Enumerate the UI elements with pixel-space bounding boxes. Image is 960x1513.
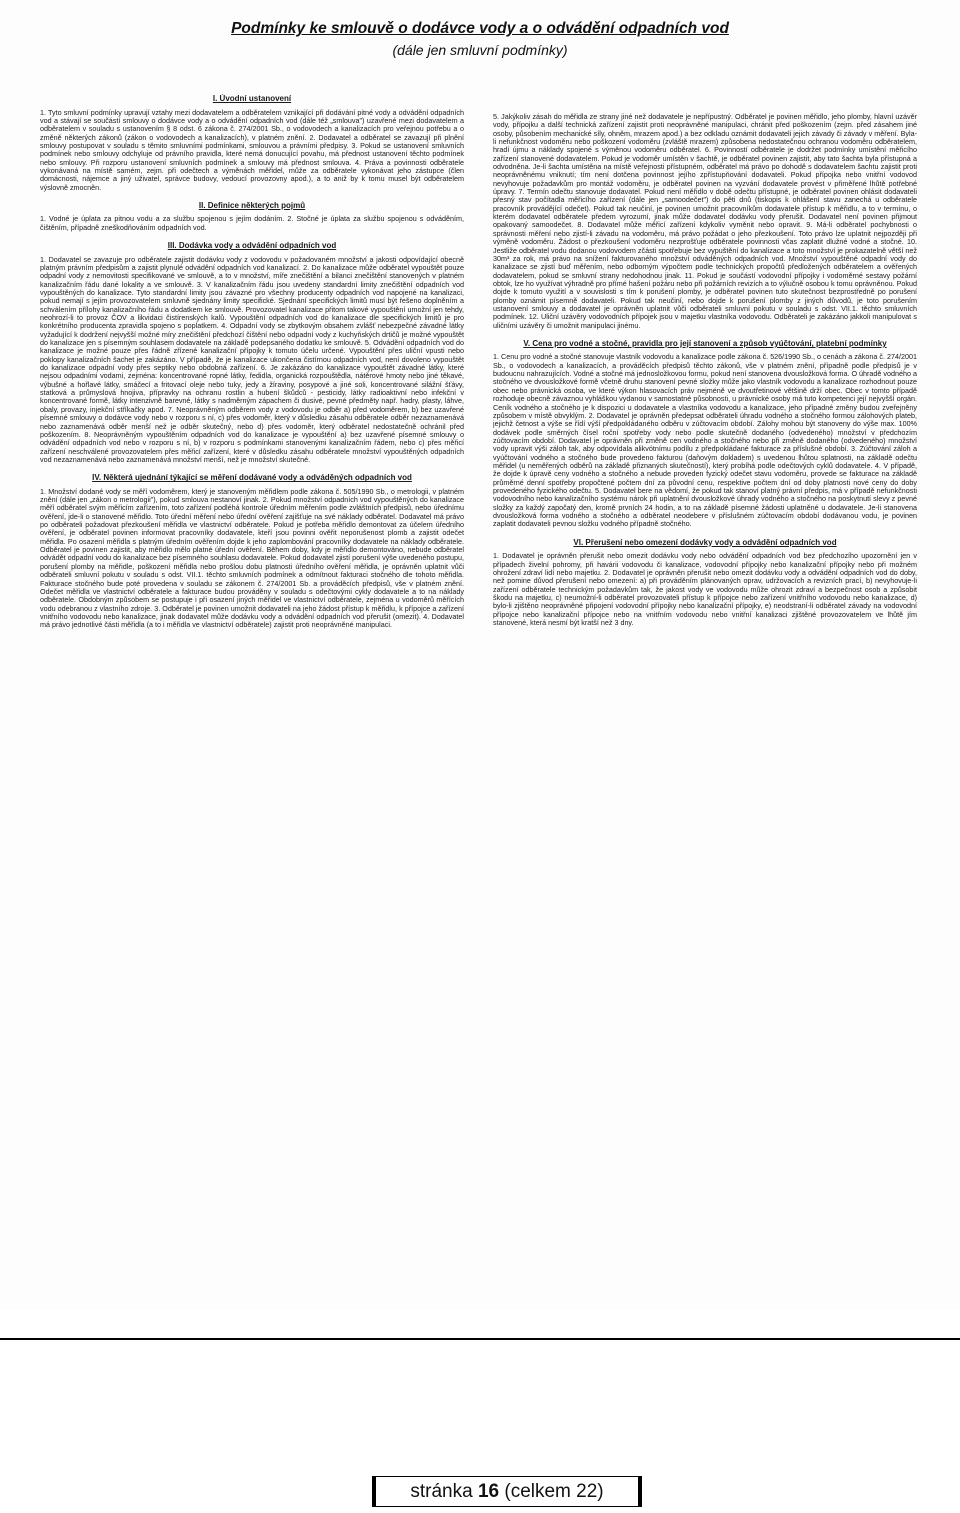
page-number: 16 — [477, 1481, 500, 1502]
page-indicator — [372, 1476, 642, 1507]
section-heading-1: I. Úvodní ustanovení — [212, 94, 292, 103]
page-divider — [0, 1338, 960, 1340]
section-text-4-continued: 5. Jakýkoliv zásah do měřidla ze strany jiné než dodavatele je nepřípustný. Odběratel je povinen měřidlo, jeho plomby, hlavní uzávěr vody, přípojku a další technická zařízení zajistit proti neoprávněné manipulaci, chránit před poškozením (zejm. před zásahem jiné osoby, působením mechanické síly, ohněm, mrazem apod.) a bez odkladu oznámit dodavateli jejich závady či závady v měření. Byla-li nefunkčnost vodoměru nebo poškození vodoměru (zvláště mrazem) způsobena nedostatečnou ochranou vodoměru odběratelem, hradí újmu a náklady spojené s výměnou vodoměru odběratel. 6. Povinností odběratele je dodržet podmínky umístění měřicího zařízení stanovené dodavatelem. Pokud je vodoměr umístěn v šachtě, je odběratel povinen zajistit, aby tato šachta byla přístupná a odvodněna. Je-li šachta umístěna na místě veřejnosti přístupném, odběratel má právo po dohodě s dodavatelem šachtu zajistit proti neoprávněnému vniknutí; tím není dotčena povinnost jejího zpřístupňování dodavateli. Pokud přípojka nebo vnitřní vodovod nevyhovuje požadavkům pro montáž vodoměru, je odběratel povinen na vyzvání dodavatele provést v přiměřené lhůtě potřebné úpravy. 7. Termín odečtu stanovuje dodavatel. Pokud není měřidlo v době odečtu přístupné, je odběratel povinen ohlásit dodavateli přesný stav počítadla měřicího zařízení (dále jen „samoodečet") do pěti dnů (tiskopis k ohlášení stavu zanechá u odběratele pracovník provádějící odečet). Pokud tak neučiní, je povinen umožnit pracovníkům dodavatele přístup k měřidlu, a to v termínu, o kterém dodavatel odběratele předem vyrozumí, jinak může dodavatel dodávku vody přerušit. Dodavatel není povinen přijmout opakovaný samoodečet. 8. Dodavatel může měřicí zařízení kdykoliv vyměnit nebo opravit. 9. Má-li odběratel pochybnosti o správnosti měření nebo zjistí-li závadu na vodoměru, má právo požádat o jeho přezkoušení. Toto právo lze uplatnit nejpozději při výměně vodoměru. Žádost o přezkoušení vodoměru nezprošťuje odběratele povinnosti včas zaplatit dlužné vodné a stočné. 10. Jestliže odběratel vodu dodanou vodovodem zčásti spotřebuje bez vypuštění do kanalizace a toto množství je prokazatelně větší než 30m³ za rok, má právo na snížení fakturovaného množství odváděných odpadních vod. Množství vypouštěné odpadní vody do kanalizace se zjistí buď měřením, nebo odborným výpočtem podle technických propočtů předložených odběratelem a ověřených dodavatelem, pokud se smluvní strany nedohodnou jinak. 11. Pokud je součástí vodovodní přípojky i vodoměrné sestavy požární obtok, lze ho využívat výhradně pro přímé hašení požáru nebo při požárních revizích a to výlučně osobou k tomu oprávněnou. Pokud dojde k tomuto využití a v souvislosti s tím k porušení plomby, je odběratel povinen tuto skutečnost bezprostředně po porušení plomby oznámit písemně dodavateli. Pokud tak neučiní, nebo dojde k porušení plomby z jiných důvodů, je toto porušením ustanovení smlouvy a dodavatel je oprávněn uplatnit vůči odběrateli smluvní pokutu v souladu s odst. VII.1. těchto smluvních podmínek. 12. Uliční uzávěry vodovodních přípojek jsou v majetku vlastníka vodovodu. Odběrateli je zakázáno jakkoli manipulovat s uličními uzávěry či umožnit manipulaci jinému. — [493, 113, 917, 330]
section-text-3: 1. Dodavatel se zavazuje pro odběratele zajistit dodávku vody z vodovodu v požadovaném množství a jakosti odpovídající obecně platným právním předpisům a zajistit plynulé odvádění odpadních vod kanalizací. 2. Do kanalizace může odběratel vypouštět pouze odpadní vody z nemovitosti specifikované ve smlouvě, a to v množství, míře znečištění a bilanci znečištění stanovených v platném kanalizačním řádu dané lokality a ve smlouvě. 3. V kanalizačním řádu jsou uvedeny standardní limity znečištění odpadních vod vypouštěných do kanalizace. Tyto standardní limity jsou závazné pro všechny producenty odpadních vod napojené na kanalizaci, pokud nemají s jejím provozovatelem smluvně sjednány limity specifické. Sjednání specifických limitů musí být řešeno doplněním a schválením přílohy kanalizačního řádu a dodatkem ke smlouvě. Provozovatel kanalizace přitom takové vypouštění umožní jen tehdy, neohrozí-li to provoz ČOV a likvidaci čistírenských kalů. Vypouštění odpadních vod do kanalizace dle specifických limitů je pro konkrétního producenta zpravidla spojeno s poplatkem. 4. Odpadní vody se zbytkovým obsahem zvlášť nebezpečné závadné látky vyžadující k dodržení nejvyšší možné míry znečištění předchozí čištění nebo odpadní vody z kuchyňských drtičů je možné vypouštět do kanalizace jen s písemným souhlasem dodavatele na základě podepsaného dodatku ke smlouvě. 5. Odvádění odpadních vod do kanalizace je možné pouze přes řádně zřízené kanalizační přípojky k tomuto účelu určené. Vypouštění přes uliční vpusti nebo poklopy kanalizačních šachet je zakázáno. V případě, že je kanalizace ukončena čistírnou odpadních vod, není dovoleno vypouštět do kanalizace odpadní vody přes septiky nebo obdobná zařízení. 6. Je zakázáno do kanalizace vypouštět závadné látky, které nejsou odpadními vodami, zejména: koncentrované ropné látky, ředidla, organická rozpouštědla, nátěrové hmoty nebo jiné těkavé, výbušné a hořlavé látky, smáčecí a fritovací oleje nebo tuky, jedy a žíraviny, posypové a jiné soli, koncentrované silážní šťávy, statková a průmyslová hnojiva, přípravky na ochranu rostlin a hubení škůdců - pesticidy, látky radioaktivní nebo infekční v koncentrované formě, látky intenzivně barevné, látky s nadměrným zápachem či dusivé, pevné předměty např. hadry, plasty, láhve, obaly, provazy, injekční stříkačky apod. 7. Neoprávněným odběrem vody z vodovodu je odběr a) před vodoměrem, b) bez uzavřené písemné smlouvy o dodávce vody nebo v rozporu s ní, c) přes vodoměr, který v důsledku zásahu odběratele odběr nezaznamenává nebo zaznamenává odběr menší než je odběr skutečný, nebo d) přes vodoměr, který odběratel nedostatečně ochránil před poškozením. 8. Neoprávněným vypouštěním odpadních vod do kanalizace je vypouštění a) bez uzavřené písemné smlouvy o odvádění odpadních vod nebo v rozporu s ní, b) v rozporu s podmínkami stanovenými kanalizačním řádem, nebo c) přes měřicí zařízení neschválené provozovatelem přes měřicí zařízení, které v důsledku zásahu odběratele množství vypouštěných odpadních vod nezaznamenává nebo zaznamenává množství menší, než je množství skutečné. — [40, 254, 464, 464]
page-word: stránka — [410, 1481, 473, 1502]
section-text-5: 1. Cenu pro vodné a stočné stanovuje vlastník vodovodu a kanalizace podle zákona č. 526/1990 Sb., o cenách a zákona č. 274/2001 Sb., o vodovodech a kanalizacích, a prováděcích předpisů těchto zákonů, vše v platném znění, případně podle předpisů je v budoucnu nahrazujících. Vodné a stočné má jednosložkovou formu, pokud není stanovena dvousložková forma. O úhradě vodného a stočného ve dvousložkové formě včetně druhu stanovení pevné složky může jako vlastník vodovodu a kanalizace rozhodnout pouze obec nebo právnická osoba, ve které výkon hlasovacích práv nejméně ve dvoutřetinové většině drží obec. Obec v tomto případě rozhoduje obecně závaznou vyhláškou vydanou v samostatné působnosti, u právnické osoby má tuto kompetenci její nejvyšší orgán. Ceník vodného a stočného je k dispozici u dodavatele a vlastníka vodovodu a kanalizace, jeho případné změny budou zveřejněny způsobem v místě obvyklým. 2. Dodavatel je oprávněn předepsat odběrateli úhradu vodného a stočného formou zálohových plateb, jejichž četnost a výše se řídí výší předpokládaného odběru v zúčtovacím období. Zálohy mohou být stanoveny do výše max. 100% dodávek podle směrných čísel roční spotřeby vody nebo podle skutečně dodaného (odvedeného) množství v předchozím zúčtovacím období. Dodavatel je oprávněn při změně cen vodného a stočného nebo při změně dodaného (odvedeného) množství vody upravit výši záloh tak, aby odpovídala alikvótnímu podílu z předpokládané fakturace za příslušné období. 3. Zúčtování záloh a vyúčtování vodného a stočného bude provedeno fakturou (daňovým dokladem) s uvedenou lhůtou splatnosti, na základě odečtu měřidel (u neměřených odběrů na základě přiznaných skutečností), který probíhá podle odečtových cyklů dodavatele. 4. V případě, že dojde k úpravě ceny vodného a stočného a nebude proveden fyzický odečet stavu vodoměru, provede se fakturace na základě průměrné denní spotřeby propočtené počtem dní za původní cenu, respektive počtem dní od doby platnosti nové ceny do doby provedeného fyzického odečtu. 5. Dodavatel bere na vědomí, že pokud tak stanoví platný právní předpis, má v případě nefunkčnosti vodovodního nebo kanalizačního systému nárok při uplatnění dvousložkové úhrady vodného a stočného na poskytnutí slevy z pevné složky za každý započatý den, kromě prvních 24 hodin, a to na základě písemné žádosti uplatněné u dodavatele. Je-li stanovena dvousložková forma vodného a stočného a odběratel neodebere v příslušném zúčtovacím období dodávanou vodu, je povinen zaplatit dodavateli pevnou složku vodného případně stočného. — [493, 352, 917, 529]
document-title: Podmínky ke smlouvě o dodávce vody a o odvádění odpadních vod — [231, 20, 729, 37]
section-text-2: 1. Vodné je úplata za pitnou vodu a za službu spojenou s jejím dodáním. 2. Stočné je úplata za službu spojenou s odváděním, čištěním, případně zneškodňováním odpadních vod. — [40, 214, 464, 232]
section-text-1: 1. Tyto smluvní podmínky upravují vztahy mezi dodavatelem a odběratelem vznikající při dodávání pitné vody a odvádění odpadních vod a stávají se součástí smlouvy o dodávce vody a o odvádění odpadních vod (dále též „smlouva") uzavřené mezi dodavatelem a odběratelem v souladu s ustanovením § 8 odst. 6 zákona č. 274/2001 Sb., o vodovodech a kanalizacích pro veřejnou potřebu a o změně některých zákonů (zákon o vodovodech a kanalizacích), v platném znění. 2. Dodavatel a odběratel se zavazují při plnění smlouvy postupovat v souladu s těmito smluvními podmínkami, smlouvou a právními předpisy. 3. Pokud se ustanovení smluvních podmínek nebo smlouvy odchyluje od právního pravidla, které nemá donucující povahu, má přednost ustanovení těchto podmínek nebo smlouvy. Při rozporu ustanovení smluvních podmínek a smlouvy má přednost smlouva. 4. Práva a povinnosti odběratele vykonávaná na místě samém, zejm. při odečtech a výměnách měřidel, může za odběratele vykonávat jeho zástupce (člen domácnosti, nájemce a jiný uživatel, správce budovy, vedoucí provozovny apod.), a to aniž by k tomu musel být odběratelem výslovně zmocněn. — [40, 107, 464, 192]
section-heading-4: IV. Některá ujednání týkající se měření dodávané vody a odváděných odpadních vod — [92, 473, 412, 483]
page-total: (celkem 22) — [504, 1481, 604, 1502]
left-column — [40, 94, 464, 1284]
document-subtitle: (dále jen smluvní podmínky) — [392, 42, 568, 58]
section-heading-3: III. Dodávka vody a odvádění odpadních vod — [167, 241, 337, 251]
right-column — [493, 113, 917, 1293]
section-heading-5: V. Cena pro vodné a stočné, pravidla pro její stanovení a způsob vyúčtování, platební podmínky — [523, 338, 887, 348]
section-heading-2: II. Definice některých pojmů — [198, 200, 306, 210]
section-heading-6: VI. Přerušení nebo omezení dodávky vody a odvádění odpadních vod — [573, 537, 837, 547]
section-text-6: 1. Dodavatel je oprávněn přerušit nebo omezit dodávku vody nebo odvádění odpadních vod bez předchozího upozornění jen v případech živelní pohromy, při havárii vodovodu či kanalizace, vodovodní přípojky nebo kanalizační přípojky nebo při možném ohrožení zdraví lidí nebo majetku. 2. Dodavatel je oprávněn přerušit nebo omezit dodávku vody a odvádění odpadních vod do doby, než pomine důvod přerušení nebo omezení: a) při prováděním plánovaných oprav, udržovacích a revizních prací, b) nevyhovuje-li zařízení odběratele technickým požadavkům tak, že jakost vody ve vodovodu může ohrozit zdraví a bezpečnost osob a způsobit škodu na majetku, c) neumožní-li odběratel provozovateli přístup k přípojce nebo zařízení vnitřního vodovodu nebo kanalizace, d) bylo-li zjištěno neoprávněné připojení vodovodní přípojky nebo kanalizační přípojky, e) neodstraní-li odběratel závady na vodovodní přípojce nebo kanalizační přípojce nebo na vnitřním vodovodu nebo vnitřní kanalizaci zjištěné provozovatelem ve lhůtě jím stanovené, která nesmí být kratší než 3 dny. — [493, 551, 917, 627]
section-text-4: 1. Množství dodané vody se měří vodoměrem, který je stanoveným měřidlem podle zákona č. 505/1990 Sb., o metrologii, v platném znění (dále jen „zákon o metrologii"), pokud smlouva nestanoví jinak. 2. Pokud množství odpadních vod vypouštěných do kanalizace měří odběratel svým měřicím zařízením, toto zařízení podléhá kontrole úředním měřením podle zvláštních předpisů, nebo úřednímu ověření, jde-li o stanovené měřidlo. Toto úřední měření nebo úřední ověření zajišťuje na své náklady odběratel. Dodavatel má právo po odběrateli požadovat přezkoušení měřidla ve vlastnictví odběratele. Pokud je potřeba měřidlo demontovat za účelem úředního ověření, je odběratel povinen informovat pracovníky dodavatele, kteří jsou povinni ověřit neporušenost plomb a zajistit odečet měřidla. Po osazení měřidla s platným úředním ověřením dojde k jeho zaplombování pracovníky dodavatele na náklady odběratele. Odběratel je povinen zajistit, aby měřidlo mělo platné úřední ověření. Během doby, kdy je měřidlo demontováno, nebude odběratel odvádět odpadní vodu do kanalizace bez písemného souhlasu dodavatele. Pokud dodavatel zjistí porušení výše uvedeného postupu, porušení plomby na měřidle, poškození měřidla nebo prošlou dobu platnosti úředního ověření měřidla, je oprávněn uplatnit vůči odběrateli smluvní pokutu v souladu s odst. VII.1. těchto smluvních podmínek a odmítnout fakturaci stočného dle tohoto měřidla. Fakturace stočného bude poté provedena v souladu se zákonem č. 274/2001 Sb. a prováděcích předpisů, vše v platném znění. Odečet měřidla ve vlastnictví odběratele a fakturace budou prováděny v souladu s odečtovými cykly dodavatele a to na náklady odběratele. Obdobným způsobem se postupuje i při osazení jiných měřidel ve vlastnictví odběratele, zejména u vodoměrů měřících vodu odebranou z vlastního zdroje. 3. Odběratel je povinen umožnit dodavateli na jeho žádost přístup k měřidlu, k přípojce a zařízení vnitřního vodovodu nebo kanalizace, jinak dodavatel může dodávku vody a odvádění odpadních vod přerušit (omezit). 4. Dodavatel má právo jednotlivé části měřidla (a to i měřidla ve vlastnictví odběratele) zajistit proti neoprávněné manipulaci. — [40, 486, 464, 630]
